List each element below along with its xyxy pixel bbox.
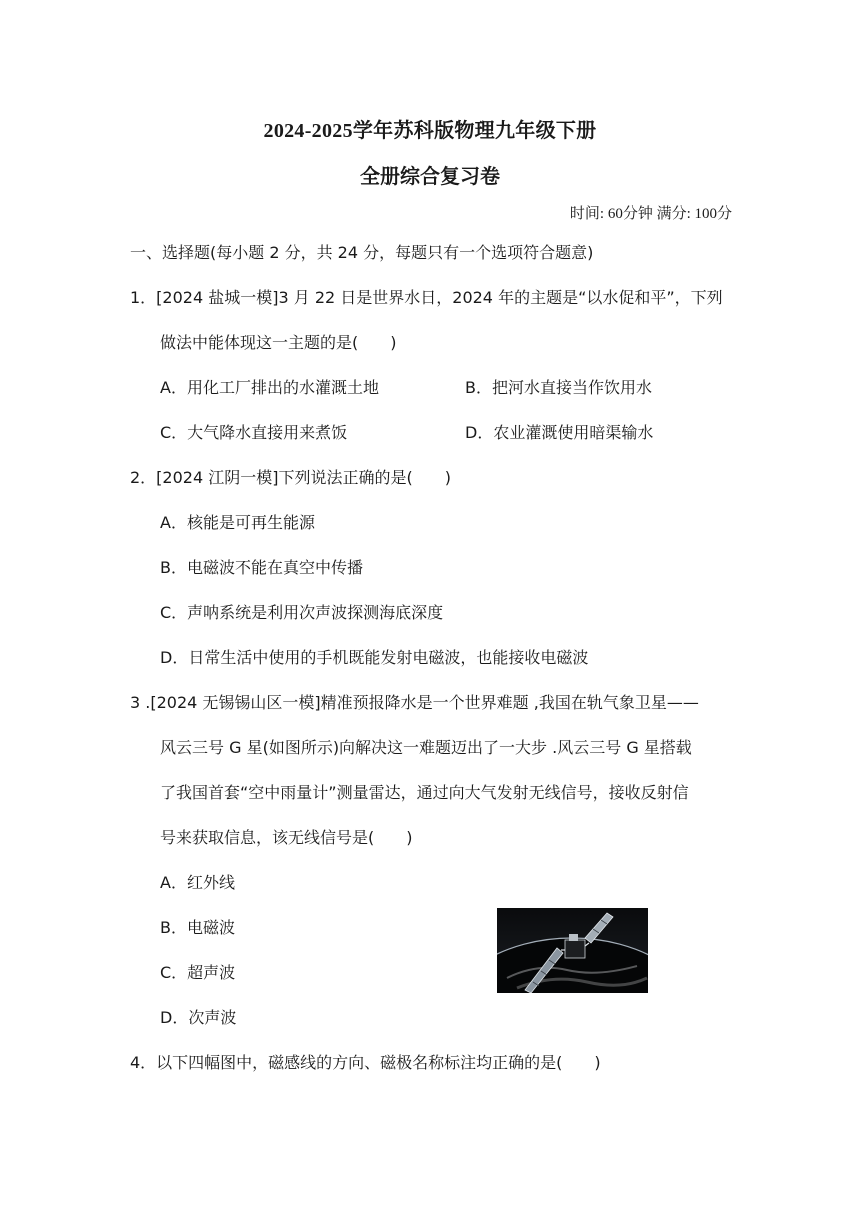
q2-option-d: D．日常生活中使用的手机既能发射电磁波，也能接收电磁波 xyxy=(160,648,589,667)
q2-option-c: C．声呐系统是利用次声波探测海底深度 xyxy=(160,603,444,622)
q3-option-c: C．超声波 xyxy=(160,963,236,982)
q2-option-b: B．电磁波不能在真空中传播 xyxy=(160,558,363,577)
q1-option-d: D．农业灌溉使用暗渠输水 xyxy=(465,423,654,442)
satellite-image xyxy=(497,908,648,993)
time-score-info: 时间: 60分钟 满分: 100分 xyxy=(569,206,732,222)
q2-option-a: A．核能是可再生能源 xyxy=(160,513,315,532)
q3-option-b: B．电磁波 xyxy=(160,918,235,937)
q3-stem-line4: 号来获取信息，该无线信号是( ) xyxy=(160,828,413,847)
q2-stem: 2．[2024 江阴一模]下列说法正确的是( ) xyxy=(130,468,451,487)
satellite-earth-icon xyxy=(497,908,648,993)
exam-title: 2024-2025学年苏科版物理九年级下册 xyxy=(263,120,597,142)
q1-stem-line1: 1．[2024 盐城一模]3 月 22 日是世界水日，2024 年的主题是“以水促和平”，下列 xyxy=(130,288,723,307)
q1-stem-line2: 做法中能体现这一主题的是( ) xyxy=(160,333,397,352)
q1-option-a: A．用化工厂排出的水灌溉土地 xyxy=(160,378,379,397)
q3-stem-line3: 了我国首套“空中雨量计”测量雷达，通过向大气发射无线信号，接收反射信 xyxy=(160,783,689,802)
q3-stem-line1: 3 .[2024 无锡锡山区一模]精准预报降水是一个世界难题 ,我国在轨气象卫星—— xyxy=(130,693,699,712)
q1-option-b: B．把河水直接当作饮用水 xyxy=(465,378,652,397)
section-heading: 一、选择题(每小题 2 分，共 24 分，每题只有一个选项符合题意) xyxy=(130,243,594,262)
q3-option-d: D．次声波 xyxy=(160,1008,237,1027)
q3-stem-line2: 风云三号 G 星(如图所示)向解决这一难题迈出了一大步 .风云三号 G 星搭载 xyxy=(160,738,692,757)
q4-stem: 4．以下四幅图中，磁感线的方向、磁极名称标注均正确的是( ) xyxy=(130,1053,601,1072)
exam-subtitle: 全册综合复习卷 xyxy=(360,164,500,188)
q1-option-c: C．大气降水直接用来煮饭 xyxy=(160,423,348,442)
q3-option-a: A．红外线 xyxy=(160,873,235,892)
